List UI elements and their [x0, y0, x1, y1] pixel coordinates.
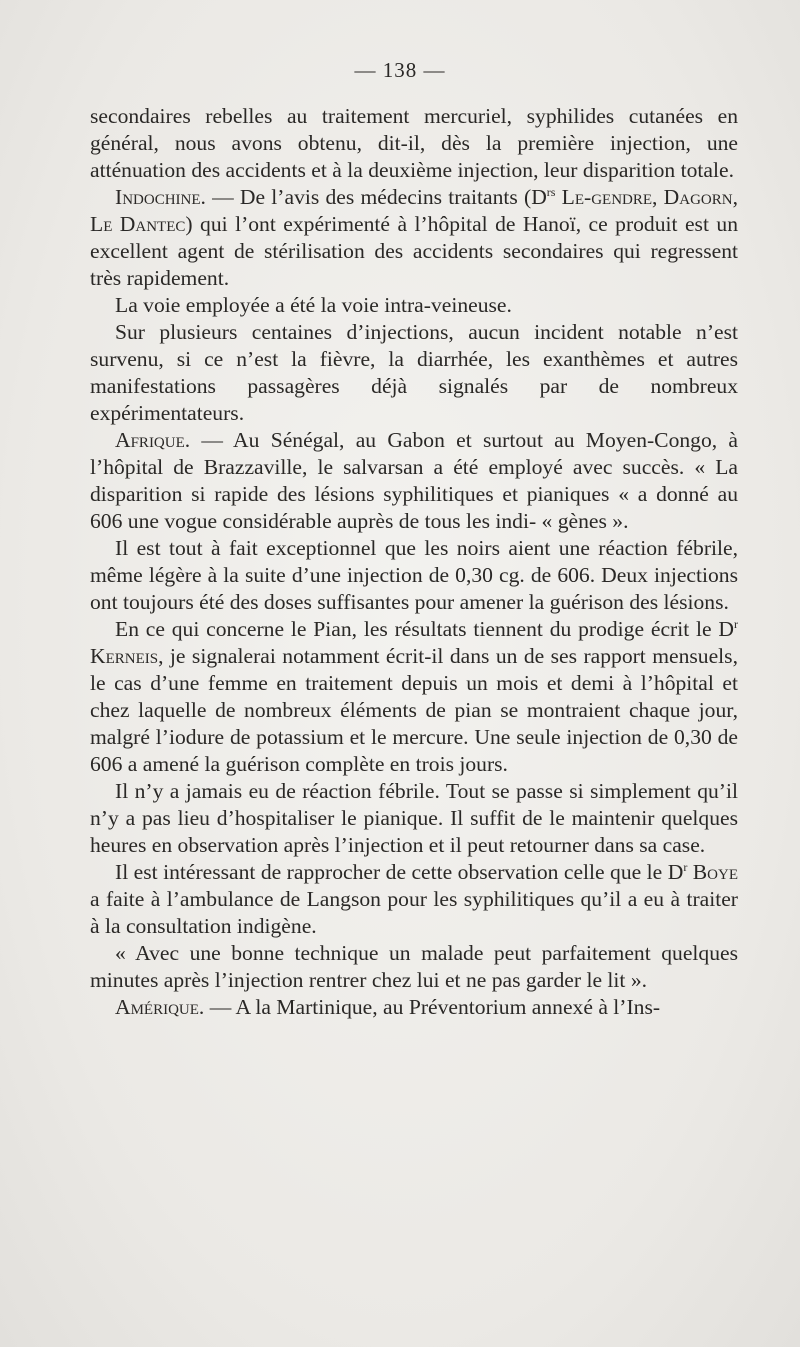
paragraph-text: — A la Martinique, au Préventorium annexé à l’Ins-	[204, 995, 661, 1019]
superscript: rs	[546, 185, 556, 199]
paragraph-text: ,	[732, 185, 738, 209]
paragraph-text: — De l’avis des médecins traitants (D	[205, 185, 547, 209]
author-name: Kerneis	[90, 644, 159, 668]
body-text	[90, 103, 738, 1021]
paragraph-quote: « Avec une bonne technique un malade peut parfaitement quelques minutes après l’injection rentrer chez lui et ne pas garder le lit ».	[90, 941, 738, 992]
author-name: Le Dantec	[90, 212, 186, 236]
section-heading-afrique: Afrique.	[115, 428, 191, 452]
author-name: Le-gendre	[555, 185, 653, 209]
paragraph-text: ,	[652, 185, 664, 209]
paragraph-text: a faite à l’ambulance de Langson pour les syphilitiques qu’il a eu à traiter à la consultation indigène.	[90, 887, 738, 938]
paragraph-indochine	[90, 184, 738, 292]
paragraph-text: — Au Sénégal, au Gabon et surtout au Moyen-Congo, à l’hôpital de Brazzaville, le salvarsan a été employé avec succès. « La disparition si rapide des lésions syphilitiques et pianiques « a donné au 606 une vogue considérable auprès de tous les indi- « gènes ».	[90, 428, 738, 533]
paragraph-noirs: Il est tout à fait exceptionnel que les noirs aient une réaction fébrile, même légère à la suite d’une injection de 0,30 cg. de 606. Deux injections ont toujours été des doses suffisantes pour amener la guérison des lésions.	[90, 536, 738, 614]
author-name: Dagorn	[663, 185, 733, 209]
author-name: Boye	[687, 860, 738, 884]
superscript: r	[734, 617, 738, 631]
paragraph-amerique	[90, 994, 738, 1021]
paragraph-text: , je signalerai notamment écrit-il dans un de ses rapport mensuels, le cas d’une femme en traitement depuis un mois et demi à l’hôpital et chez laquelle de nombreux éléments de pian se montraient chaque jour, malgré l’iodure de potassium et le mercure. Une seule injection de 0,30 de 606 a amené la guérison complète en trois jours.	[90, 644, 738, 776]
paragraph-text: En ce qui concerne le Pian, les résultats tiennent du prodige écrit le D	[115, 617, 734, 641]
paragraph-voie: La voie employée a été la voie intra-veineuse.	[115, 293, 512, 317]
paragraph-text: Il est intéressant de rapprocher de cette observation celle que le D	[115, 860, 684, 884]
paragraph-text: ) qui l’ont expérimenté à l’hôpital de Hanoï, ce produit est un excellent agent de stérilisation des accidents secondaires qui regressent très rapidement.	[90, 212, 738, 290]
section-heading-indochine: Indochine.	[115, 185, 206, 209]
paragraph-afrique	[90, 427, 738, 535]
section-heading-amerique: Amérique.	[115, 995, 205, 1019]
superscript: r	[683, 860, 688, 874]
paragraph-boye	[90, 859, 738, 940]
paragraph-continuation: secondaires rebelles au traitement mercuriel, syphilides cutanées en général, nous avons obtenu, dit-il, dès la première injection, une atténuation des accidents et à la deuxième injection, leur disparition totale.	[90, 104, 738, 182]
paragraph-pian	[90, 616, 738, 778]
paragraph-injections: Sur plusieurs centaines d’injections, aucun incident notable n’est survenu, si ce n’est la fièvre, la diarrhée, les exanthèmes et autres manifestations passagères déjà signalés par de nombreux expérimentateurs.	[90, 320, 738, 425]
paragraph-reaction: Il n’y a jamais eu de réaction fébrile. Tout se passe si simplement qu’il n’y a pas lieu d’hospitaliser le pianique. Il suffit de le maintenir quelques heures en observation après l’injection et il peut retourner dans sa case.	[90, 779, 738, 857]
page-number: — 138 —	[354, 58, 446, 82]
